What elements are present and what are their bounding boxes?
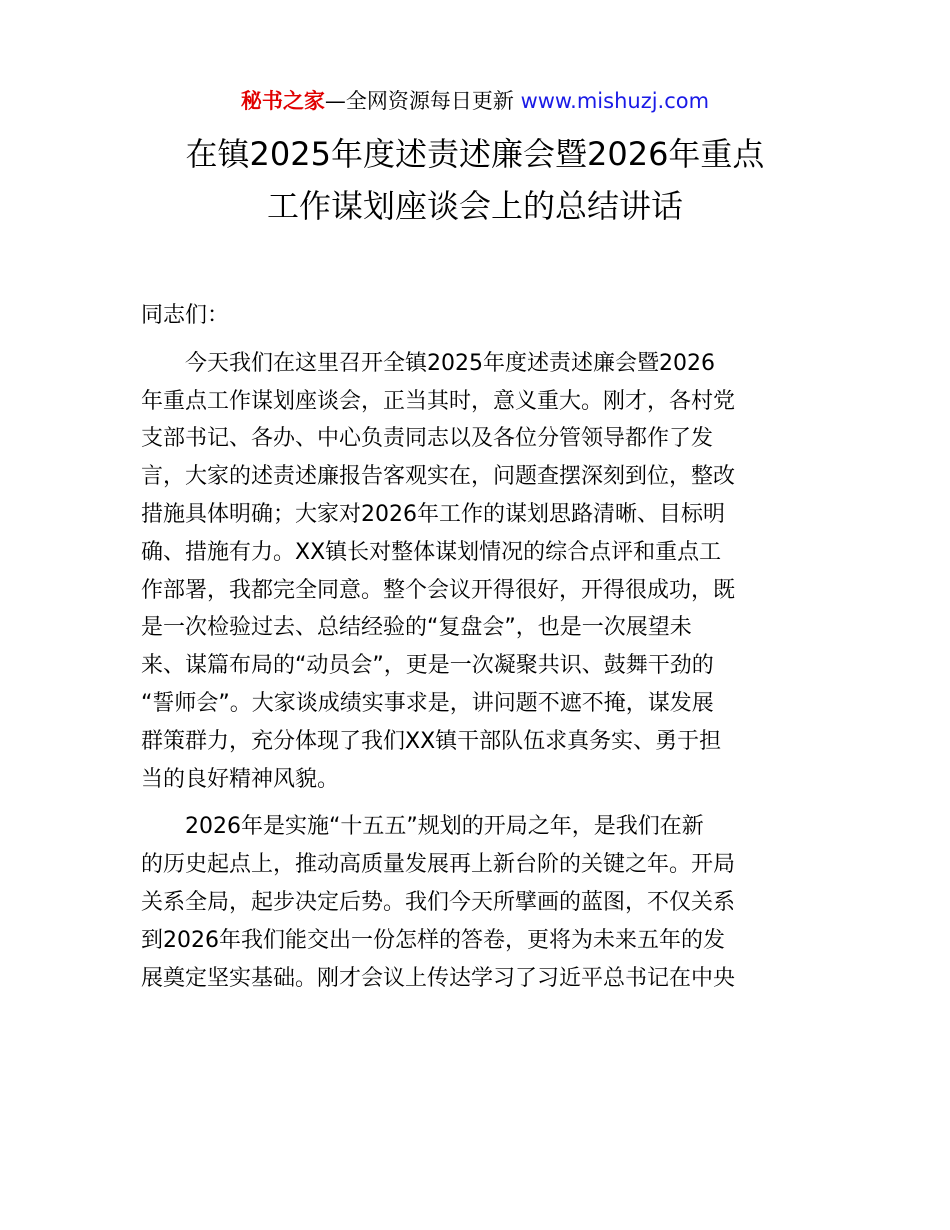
paragraph-2 bbox=[141, 808, 813, 997]
title-line-1: 在镇2025年度述责述廉会暨2026年重点 bbox=[185, 135, 765, 173]
title-line-2: 工作谋划座谈会上的总结讲话 bbox=[266, 187, 683, 225]
header-slogan: —全网资源每日更新 bbox=[324, 89, 514, 113]
paragraph-line: 当的良好精神风貌。 bbox=[141, 766, 340, 792]
site-header bbox=[0, 86, 950, 116]
paragraph-line: 言，大家的述责述廉报告客观实在，问题查摆深刻到位，整改 bbox=[141, 464, 736, 490]
paragraph-spacer bbox=[141, 798, 813, 808]
brand-name: 秘书之家 bbox=[240, 89, 325, 113]
site-url-link[interactable]: www.mishuzj.com bbox=[520, 89, 710, 113]
paragraph-line: 的历史起点上，推动高质量发展再上新台阶的关键之年。开局 bbox=[141, 852, 736, 878]
paragraph-line: 关系全局，起步决定后势。我们今天所擘画的蓝图，不仅关系 bbox=[141, 889, 736, 915]
paragraph-line: 支部书记、各办、中心负责同志以及各位分管领导都作了发 bbox=[141, 426, 714, 452]
paragraph-line: 来、谋篇布局的“动员会”，更是一次凝聚共识、鼓舞干劲的 bbox=[141, 653, 714, 679]
paragraph-spacer bbox=[141, 335, 813, 345]
paragraph-line: 展奠定坚实基础。刚才会议上传达学习了习近平总书记在中央 bbox=[141, 965, 736, 991]
salutation: 同志们： bbox=[141, 303, 230, 328]
paragraph-line: 到2026年我们能交出一份怎样的答卷，更将为未来五年的发 bbox=[141, 927, 725, 953]
paragraph-line: “誓师会”。大家谈成绩实事求是，讲问题不遮不掩，谋发展 bbox=[141, 690, 714, 716]
paragraph-line: 2026年是实施“十五五”规划的开局之年，是我们在新 bbox=[185, 814, 704, 840]
paragraph-1 bbox=[141, 345, 813, 799]
paragraph-line: 群策群力，充分体现了我们XX镇干部队伍求真务实、勇于担 bbox=[141, 728, 722, 754]
paragraph-line: 是一次检验过去、总结经验的“复盘会”，也是一次展望未 bbox=[141, 615, 692, 641]
paragraph-line: 确、措施有力。XX镇长对整体谋划情况的综合点评和重点工 bbox=[141, 539, 722, 565]
paragraph-line: 年重点工作谋划座谈会，正当其时，意义重大。刚才，各村党 bbox=[141, 388, 736, 414]
paragraph-line: 作部署，我都完全同意。整个会议开得很好，开得很成功，既 bbox=[141, 577, 736, 603]
document-body bbox=[141, 297, 813, 997]
document-title bbox=[120, 128, 830, 232]
paragraph-line: 今天我们在这里召开全镇2025年度述责述廉会暨2026 bbox=[185, 350, 715, 376]
paragraph-line: 措施具体明确；大家对2026年工作的谋划思路清晰、目标明 bbox=[141, 501, 725, 527]
